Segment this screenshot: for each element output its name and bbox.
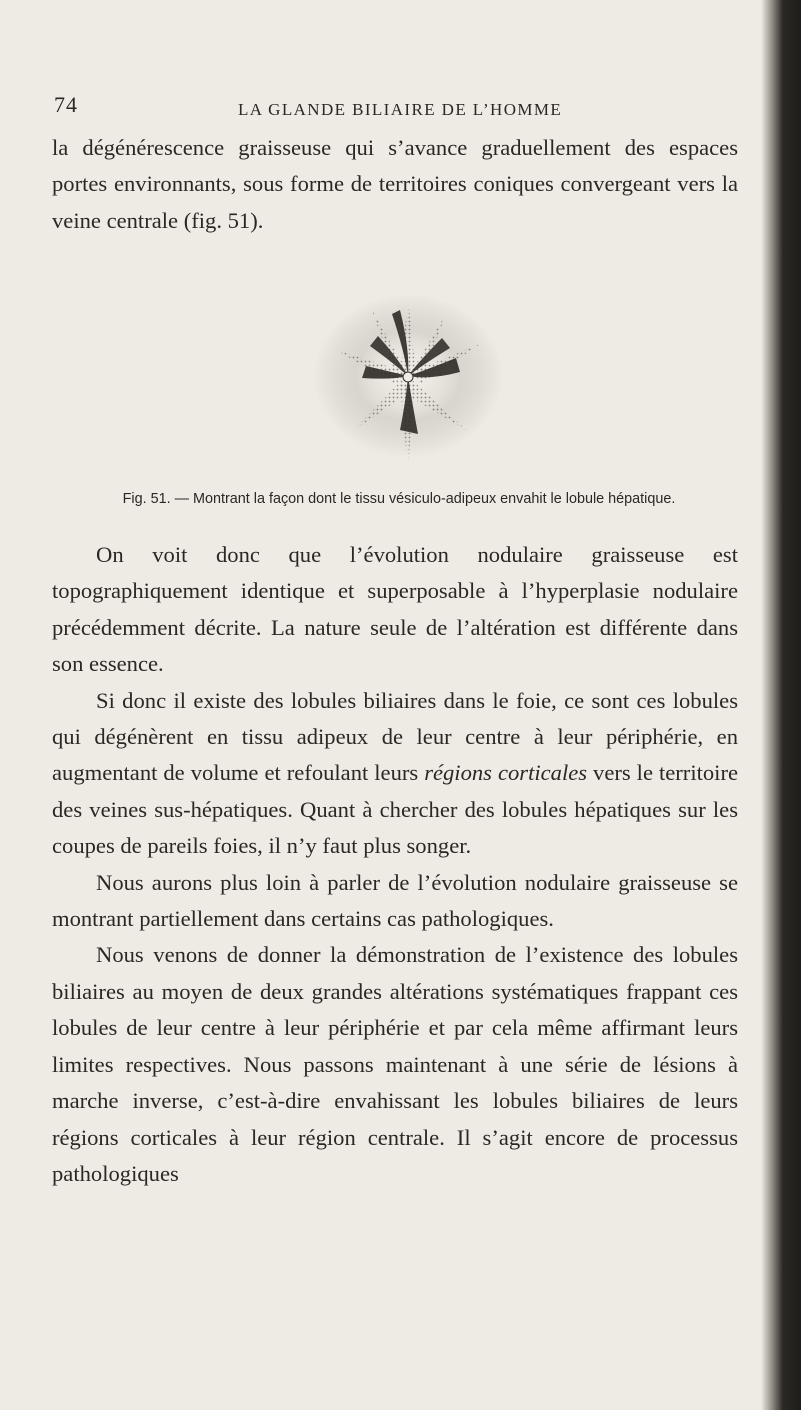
paragraph-text: vers le territoire des veines sus-hépatiques. Quant à chercher des lobules hépatiques sur les coupes de pareils foies, il n’y faut plus songer. [52,760,738,859]
figure-caption: Fig. 51. — Montrant la façon dont le tissu vésiculo-adipeux envahit le lobule hépatique. [122,491,676,507]
paragraph: Nous aurons plus loin à parler de l’évolution nodulaire graisseuse se montrant partiellement dans certains cas pathologiques. [52,869,738,932]
paragraph-text: Si donc il existe des lobules biliaires dans le foie, ce sont ces lobules qui dégénèrent en tissu adipeux de leur centre à leur périphérie, en augmentant de volume et refoulant leurs [52,687,738,786]
text-block-top [52,130,738,239]
lobule-figure [296,280,526,480]
paragraph: Nous venons de donner la démonstration de l’existence des lobules biliaires au moyen de deux grandes altérations systématiques frappant ces lobules de leur centre à leur périphérie et par cela même affirmant leurs limites respectives. Nous passons maintenant à une série de lésions à marche inverse, c’est-à-dire envahissant les lobules biliaires de leurs régions corticales à leur région centrale. Il s’agit encore de processus pathologiques [52,942,738,1186]
running-head: LA GLANDE BILIAIRE DE L’HOMME [238,100,563,119]
page-number: 74 [54,92,78,117]
paragraph [52,683,738,865]
paragraph: On voit donc que l’évolution nodulaire graisseuse est topographiquement identique et superposable à l’hyperplasie nodulaire précédemment décrite. La nature seule de l’altération est différente dans son essence. [52,542,738,677]
text-block-main [52,537,738,1192]
emphasized-term: régions corticales [424,760,588,786]
paragraph: la dégénérescence graisseuse qui s’avance graduellement des espaces portes environnants, sous forme de territoires coniques convergeant vers la veine centrale (fig. 51). [52,135,738,233]
book-binding-edge [761,0,801,1410]
